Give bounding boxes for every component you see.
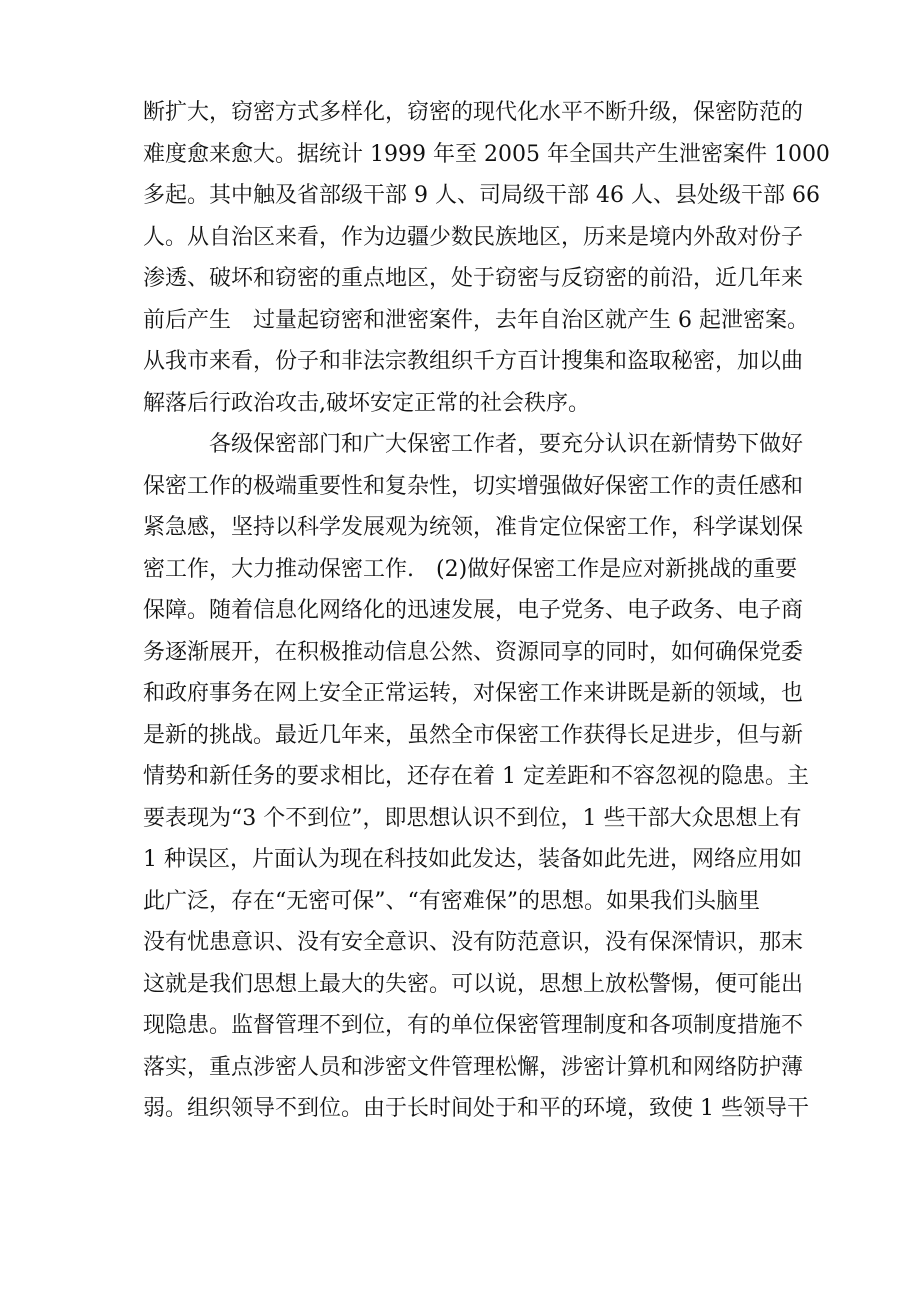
text-line: 从我市来看，份子和非法宗教组织千方百计搜集和盗取秘密，加以曲 <box>143 349 804 374</box>
text-line: 各级保密部门和广大保密工作者，要充分认识在新情势下做好 <box>143 432 804 457</box>
text-line: 解落后行政治攻击,破坏安定正常的社会秩序。 <box>143 390 590 416</box>
document-body <box>143 92 830 1130</box>
text-line: 紧急感，坚持以科学发展观为统领，准肯定位保密工作，科学谋划保 <box>143 515 804 540</box>
text-line: 落实，重点涉密人员和涉密文件管理松懈，涉密计算机和网络防护薄 <box>143 1054 804 1080</box>
text-line: 弱。组织领导不到位。由于长时间处于和平的环境，致使 1 些领导干 <box>143 1096 809 1121</box>
text-line: 现隐患。监督管理不到位，有的单位保密管理制度和各项制度措施不 <box>143 1013 804 1038</box>
text-line: 要表现为“3 个不到位”，即思想认识不到位，1 些干部大众思想上有 <box>143 805 802 831</box>
text-line: 密工作，大力推动保密工作. (2)做好保密工作是应对新挑战的重要 <box>143 556 798 582</box>
text-line: 这就是我们思想上最大的失密。可以说，思想上放松警惕，便可能出 <box>143 971 804 997</box>
text-line: 情势和新任务的要求相比，还存在着 1 定差距和不容忽视的隐患。主 <box>143 764 809 789</box>
text-line: 多起。其中触及省部级干部 9 人、司局级干部 46 人、县处级干部 66 <box>143 183 820 208</box>
text-line: 没有忧患意识、没有安全意识、没有防范意识，没有保深情识，那末 <box>143 930 804 955</box>
text-line: 务逐渐展开，在积极推动信息公然、资源同享的同时，如何确保党委 <box>143 639 804 665</box>
text-line: 保障。随着信息化网络化的迅速发展，电子党务、电子政务、电子商 <box>143 598 804 623</box>
text-line: 和政府事务在网上安全正常运转，对保密工作来讲既是新的领域，也 <box>143 681 804 706</box>
text-line: 是新的挑战。最近几年来，虽然全市保密工作获得长足进步，但与新 <box>143 722 804 748</box>
text-line: 此广泛，存在“无密可保”、“有密难保”的思想。如果我们头脑里 <box>143 888 760 914</box>
text-line: 渗透、破坏和窃密的重点地区，处于窃密与反窃密的前沿，近几年来 <box>143 266 804 291</box>
text-line: 保密工作的极端重要性和复杂性，切实增强做好保密工作的责任感和 <box>143 473 804 499</box>
text-line: 难度愈来愈大。据统计 1999 年至 2005 年全国共产生泄密案件 1000 <box>143 141 830 167</box>
text-line: 1 种误区，片面认为现在科技如此发达，装备如此先进，网络应用如 <box>143 847 802 872</box>
text-line: 前后产生 过量起窃密和泄密案件，去年自治区就产生 6 起泄密案。 <box>143 307 809 333</box>
text-line: 断扩大，窃密方式多样化，窃密的现代化水平不断升级，保密防范的 <box>143 100 804 125</box>
text-line: 人。从自治区来看，作为边疆少数民族地区，历来是境内外敌对份子 <box>143 224 804 250</box>
